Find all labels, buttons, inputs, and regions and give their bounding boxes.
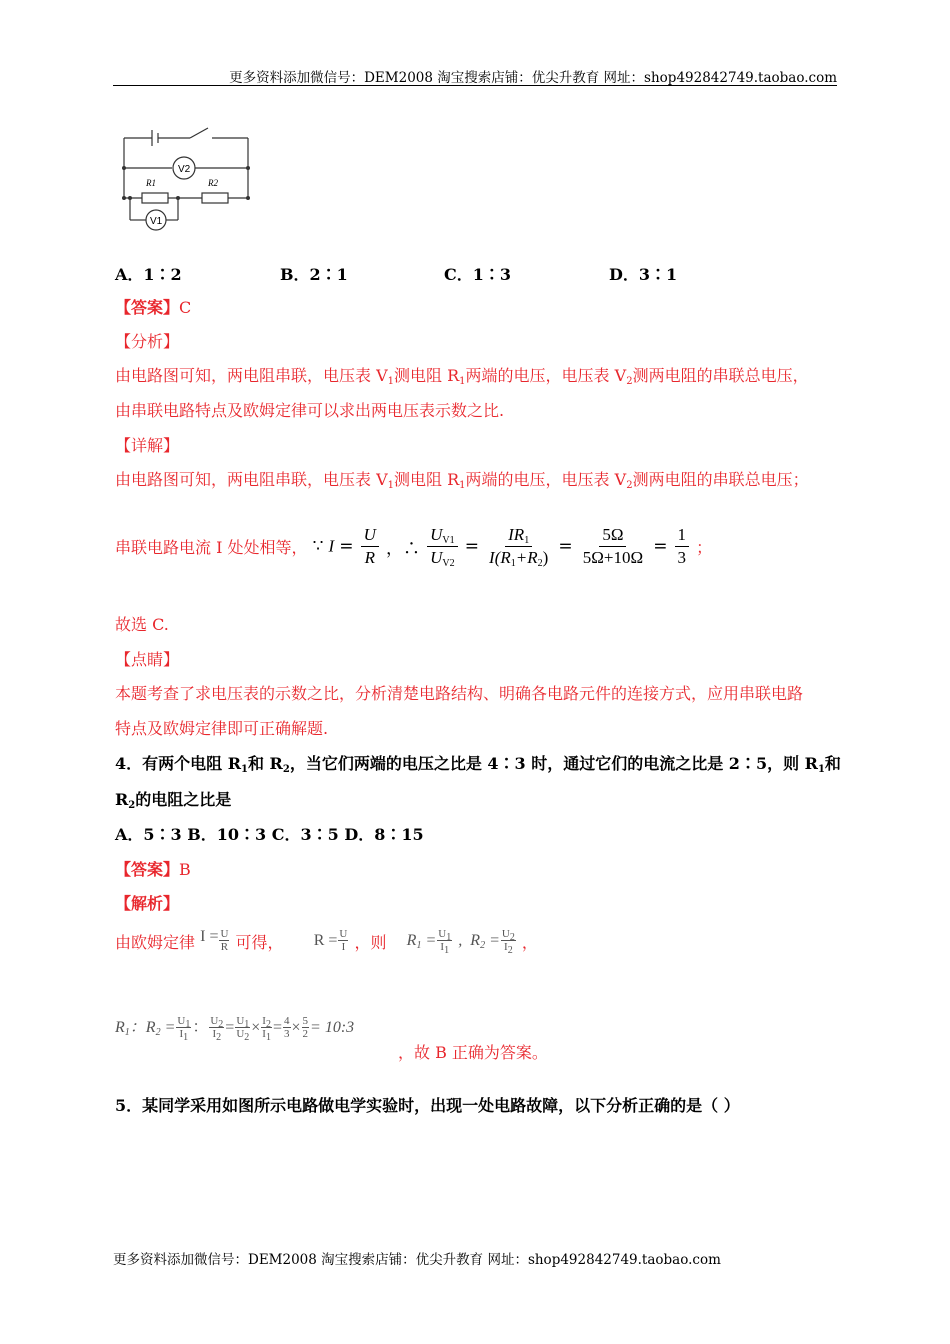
q5-stem: 5．某同学采用如图所示电路做电学实验时，出现一处电路故障，以下分析正确的是（ ） (115, 1096, 740, 1115)
q3-analysis-line2: 由串联电路特点及欧姆定律可以求出两电压表示数之比. (115, 401, 505, 420)
q3-detail-tag: 【详解】 (115, 436, 180, 455)
q4-stem-line2: $R_2$的电阻之比是 (115, 790, 232, 811)
q4-analysis-tag: 【解析】 (115, 894, 180, 913)
q4-answer: 【答案】B (115, 860, 191, 879)
q4-result-line: $R_1$：$R_2$ = $\frac{U_1}{I_1}$ ： $\frac{U_2}{I_2}$ = $\frac{U_1}{U_2}$ × $\frac{I_2}{I_1}$ = $\frac{4}{3}$ × $\frac{5}{2}$ = 10:3 (115, 1015, 355, 1043)
q3-option-b: B．2∶1 (280, 265, 348, 284)
q4-ohm-line: 由欧姆定律 I = $\frac{U}{R}$ 可得， R = $\frac{U}{I}$ ，则 $R_1$ = $\frac{U_1}{I_1}$ , $R_2$ = $\frac{U_2}{I_2}$ ， (115, 928, 538, 956)
q4-stem-line1: 4．有两个电阻 $R_1$和 $R_2$，当它们两端的电压之比是 4∶3 时，通过它们的电流之比是 2∶5，则 $R_1$和 (115, 754, 841, 775)
q3-analysis-tag: 【分析】 (115, 332, 180, 351)
circuit-diagram (112, 118, 262, 238)
r1-label: R1 (146, 178, 156, 188)
header-divider (113, 85, 837, 86)
q3-option-c: C．1∶3 (444, 265, 512, 284)
q3-option-d: D．3∶1 (609, 265, 678, 284)
page-footer: 更多资料添加微信号：DEM2008 淘宝搜索店铺：优尖升教育 网址：shop492842749.taobao.com (113, 1252, 721, 1268)
q3-comment-line1: 本题考查了求电压表的示数之比，分析清楚电路结构、明确各电路元件的连接方式，应用串联电路 (115, 684, 804, 703)
q3-answer: 【答案】C (115, 298, 192, 317)
q3-comment-line2: 特点及欧姆定律即可正确解题. (115, 719, 329, 738)
q3-option-a: A．1∶2 (115, 265, 182, 284)
q3-formula-line: 串联电路电流 I 处处相等， ∵ I = $\frac{U}{R}$ ，∴ $\frac{U_{V1}}{U_{V2}}$ = $\frac{IR_1}{I(R_1+R_2)}$ = $\frac{5\Omega}{5\Omega+10\Omega}$ = $\frac{1}{3}$ ； (115, 525, 713, 569)
v2-label: V2 (178, 164, 191, 175)
q3-analysis-line1: 由电路图可知，两电阻串联，电压表 $V_1$测电阻 $R_1$两端的电压，电压表 $V_2$测两电阻的串联总电压， (115, 366, 809, 387)
q4-options: A．5∶3 B．10∶3 C．3∶5 D．8∶15 (115, 825, 424, 844)
r2-label: R2 (208, 178, 218, 188)
q3-comment-tag: 【点睛】 (115, 650, 180, 669)
page-header: 更多资料添加微信号：DEM2008 淘宝搜索店铺：优尖升教育 网址：shop492842749.taobao.com (229, 70, 837, 86)
q3-choose: 故选 C. (115, 615, 169, 634)
q4-conclude: ，故 B 正确为答案。 (398, 1043, 548, 1062)
v1-label: V1 (150, 216, 163, 227)
q3-detail-line1: 由电路图可知，两电阻串联，电压表 $V_1$测电阻 $R_1$两端的电压，电压表 $V_2$测两电阻的串联总电压； (115, 470, 809, 491)
